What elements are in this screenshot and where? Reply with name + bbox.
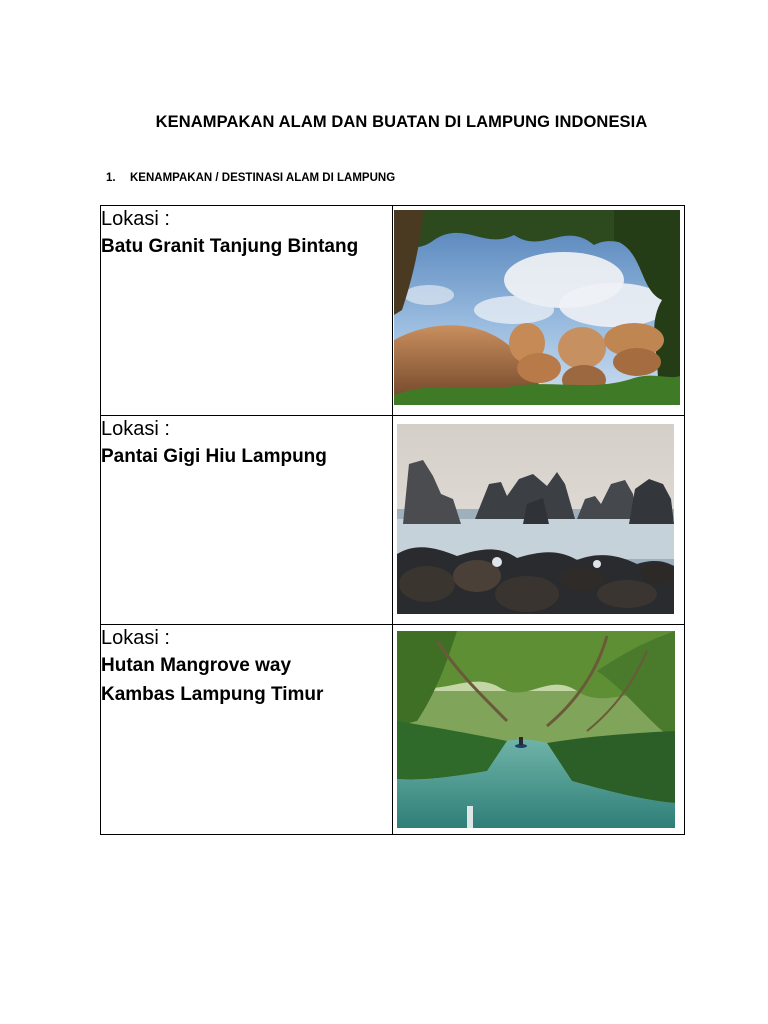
shark-tooth-beach-rocks-photo [397,424,674,614]
section-heading [106,172,395,184]
table-row [101,416,685,625]
section-number: 1. [106,172,116,184]
location-table [100,205,685,835]
location-label: Lokasi : [101,627,170,649]
location-image-cell [393,416,685,625]
location-name: Pantai Gigi Hiu Lampung [101,446,327,467]
location-image-cell [393,206,685,416]
granite-boulders-photo [394,210,680,405]
page-title: KENAMPAKAN ALAM DAN BUATAN DI LAMPUNG INDONESIA [155,113,648,131]
location-text-cell [101,206,393,416]
location-name-line-1: Hutan Mangrove way [101,655,292,676]
table-row [101,206,685,416]
section-heading-text: KENAMPAKAN / DESTINASI ALAM DI LAMPUNG [130,172,396,184]
location-name-line-2: Kambas Lampung Timur [101,684,324,705]
location-label: Lokasi : [101,208,170,230]
location-name: Batu Granit Tanjung Bintang [101,236,359,257]
location-label: Lokasi : [101,418,170,440]
mangrove-forest-river-photo [397,631,675,828]
location-text-cell [101,625,393,835]
location-text-cell [101,416,393,625]
location-image-cell [393,625,685,835]
table-row [101,625,685,835]
